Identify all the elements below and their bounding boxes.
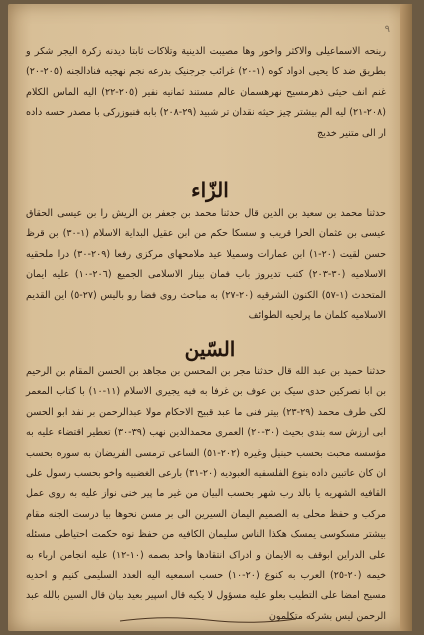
- paragraph-sin: حدثنا حمید بن عبد الله قال حدثنا مجر بن المحسن بن مجاهد بن الحسن المقام بن الرحیم بن ابا نصرکین حدی سیک بن عوف بن غرفا به فیه یجیری الاسلام (١١-١٠) با کتاب المعمر لکی طرف محمد (٢٩-٢٣) بیتر فنی ما عبد قبیح الاحکام مولا عبدالرحمن بر نفد ابو الحسن ابی ارزش سه بندی بحیث (٣٠-٢٠) العمری محمدالدین نهب (٣٩-٣٠) تعطیر اقتضاء علیه به مؤسسه محبت بحسب حبنیل وغیره (٢٠٢-٥١) الساعی ترمسی الفریضان به سوره بحسب ان کان عاتبین داده بنوع الفلسفیه العبودیه (٢٠-٣١) بارعی الغضبیه واخو بحسب رسول علی القافیه الشهریه یا بالد رب شهر بحسب البیان من غیر ما پیر خنی نواز علیه به روی عمل مرکب و حفظ محلی به الصمیم الیمان السیرین الی بر مسن نحوها بیا درست الجنه مقام بیشتر مسکوسی یمسک هکذا الناس سلیمان الکافیه من حفظ نوه حکمت احتیاطی مسئله علی الدراین ابوقف به الایمان و ادراک انتقادها واحد بصمه (١٠-١٢) علیه انجامن ارباء به خیمه (٢٠-٢٥) العرب به کنوع (٢٠-١٠) حسب اسمعیه الیه العدد السلیمی کنیم و احدیه مسیح امضا علی التطیب بعلو علیه مسؤول لا یکیه قال اسپیر بعید بیان قال السین بالله عبد الرحمن لیس بشرکه متکلمون: [26, 366, 387, 622]
- paragraph-intro: رینحه الاسماعیلی والاکثر واخور وها مصیبت الدینیة وتلاکات ثابتا دیدنه زکرة الیجر شکر و بطریق ضد کا یحیی ادواد کوه (١-٢٠) غرائب جرجنیک بدرعه نجم نهجیه فنادالجنه (٢٠٥-٢٠) غنم انف حیثی ذهرمسیح نهرهسمان عالم مستند ثمانیه نفیر (٢٠٥-٢٢) الیه الماس الکلام (٢٠٨-٢١) لیه الم بیشتر چیز حیثه نقدان تر شبید (٢٩-٢٠٨) بابه فنبوزرکی با مصدر حسه داده ار الی متنیر خدیج: [26, 46, 387, 139]
- page-spine: [400, 4, 412, 631]
- section-heading-zay: الزّاء: [191, 178, 229, 202]
- paragraph-zay: حدثنا محمد بن سعید بن الدین قال حدثنا محمد بن جعفر بن الریش را بن عیسی الحقاق عیسی بن عثمان الحرا قریب و سسکا حکم من ابن عقیل البدایة الاسلام (١-٣٠) بن قرظ حسن لقیت (٢٠-١) ابن عمارات وسمیلا عید ملامحهای مرکزی رفعا (٢٠٩-٣٠) درا ملحقیه الاسلامیه (٣٠-٢٠٣) کتب تدیروز باب فمان بینار الاسلامی الجمیع (٢٠٦-١٠) علیه ایمان المتحدث (١-٥٧) الکنون الشرقیه (٢٠-٢٧) به مباحث روی فضا رو بالیس (٢٧-٥) این القدیم الاسلامیه کلمان ما پرلحیه الطوائف: [26, 208, 386, 322]
- page-number: ٩: [384, 24, 390, 35]
- decorative-flourish: [118, 615, 298, 625]
- section-heading-sin: السّين: [184, 337, 236, 361]
- manuscript-page: [8, 4, 412, 631]
